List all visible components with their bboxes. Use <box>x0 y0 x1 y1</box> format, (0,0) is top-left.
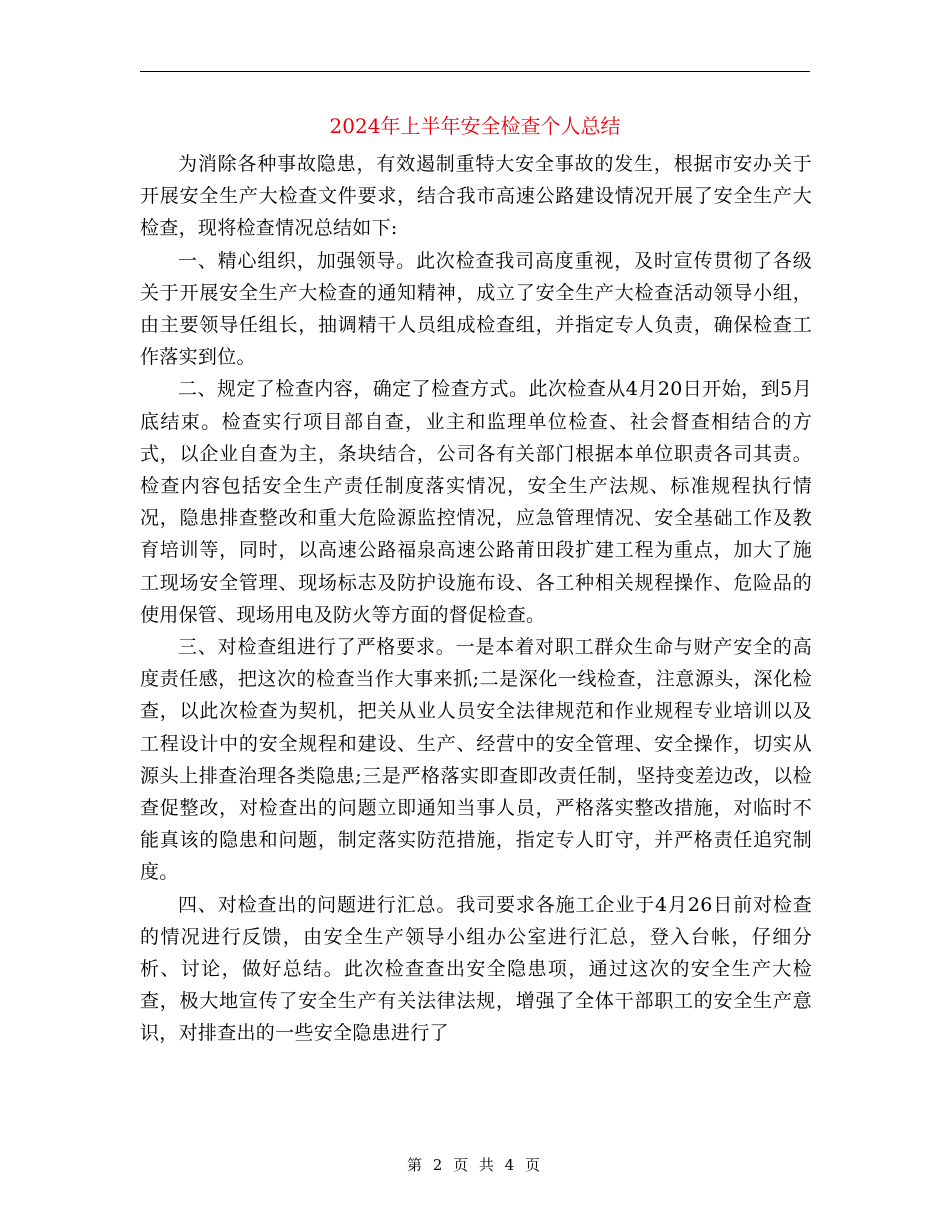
paragraph-section-1: 一、精心组织，加强领导。此次检查我司高度重视，及时宣传贯彻了各级关于开展安全生产大检查的通知精神，成立了安全生产大检查活动领导小组，由主要领导任组长，抽调精干人员组成检查组，并指定专人负责，确保检查工作落实到位。 <box>140 249 812 369</box>
header-rule <box>140 71 810 72</box>
page-number-footer: 第 2 页 共 4 页 <box>407 1156 543 1174</box>
document-body <box>140 148 812 1050</box>
paragraph-section-3: 三、对检查组进行了严格要求。一是本着对职工群众生命与财产安全的高度责任感，把这次的检查当作大事来抓;二是深化一线检查，注意源头，深化检查，以此次检查为契机，把关从业人员安全法律规范和作业规程专业培训以及工程设计中的安全规程和建设、生产、经营中的安全管理、安全操作，切实从源头上排查治理各类隐患;三是严格落实即查即改责任制，坚持变差边改，以检查促整改，对检查出的问题立即通知当事人员，严格落实整改措施，对临时不能真该的隐患和问题，制定落实防范措施，指定专人盯守，并严格责任追究制度。 <box>140 636 812 884</box>
paragraph-section-2: 二、规定了检查内容，确定了检查方式。此次检查从4月20日开始，到5月底结束。检查实行项目部自查，业主和监理单位检查、社会督查相结合的方式，以企业自查为主，条块结合，公司各有关部门根据本单位职责各司其责。检查内容包括安全生产责任制度落实情况，安全生产法规、标准规程执行情况，隐患排查整改和重大危险源监控情况，应急管理情况、安全基础工作及教育培训等，同时，以高速公路福泉高速公路莆田段扩建工程为重点，加大了施工现场安全管理、现场标志及防护设施布设、各工种相关规程操作、危险品的使用保管、现场用电及防火等方面的督促检查。 <box>140 378 812 626</box>
document-title: 2024年上半年安全检查个人总结 <box>329 114 621 138</box>
paragraph-section-4: 四、对检查出的问题进行汇总。我司要求各施工企业于4月26日前对检查的情况进行反馈，由安全生产领导小组办公室进行汇总，登入台帐，仔细分析、讨论，做好总结。此次检查查出安全隐患项，通过这次的安全生产大检查，极大地宣传了安全生产有关法律法规，增强了全体干部职工的安全生产意识，对排查出的一些安全隐患进行了 <box>140 893 812 1045</box>
paragraph-intro: 为消除各种事故隐患，有效遏制重特大安全事故的发生，根据市安办关于开展安全生产大检查文件要求，结合我市高速公路建设情况开展了安全生产大检查，现将检查情况总结如下: <box>140 153 812 240</box>
